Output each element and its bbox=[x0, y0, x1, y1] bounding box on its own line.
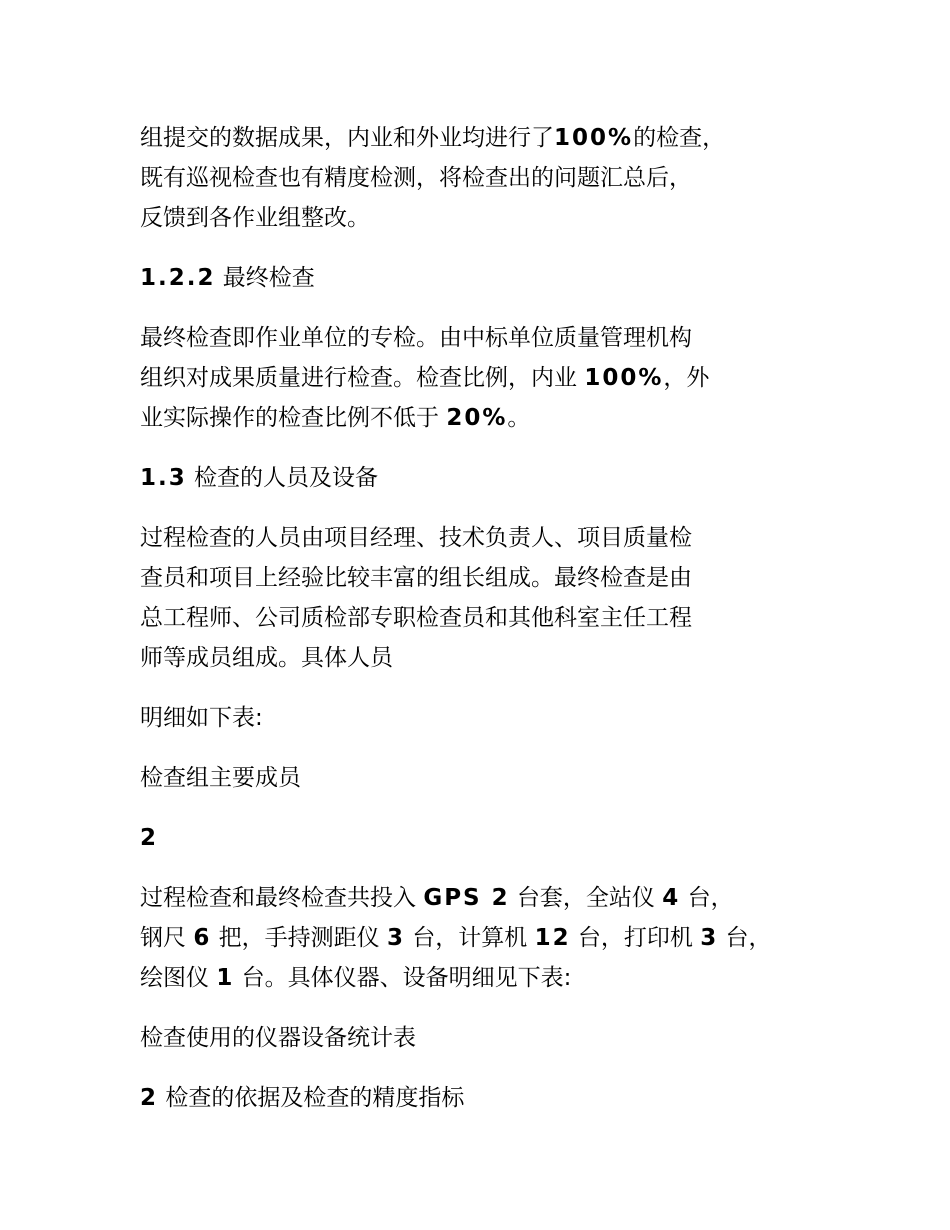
text-line: 既有巡视检查也有精度检测，将检查出的问题汇总后， bbox=[140, 165, 692, 191]
text-line: 反馈到各作业组整改。 bbox=[140, 205, 370, 231]
document-page bbox=[140, 118, 840, 1118]
text-line: 业实际操作的检查比例不低于 20%。 bbox=[140, 405, 531, 431]
heading-inspection-basis: 2 检查的依据及检查的精度指标 bbox=[140, 1085, 465, 1111]
paragraph-equipment-table-title: 检查使用的仪器设备统计表 bbox=[140, 1025, 416, 1051]
heading-final-inspection: 1.2.2 最终检查 bbox=[140, 265, 315, 291]
text-line: 组提交的数据成果，内业和外业均进行了100%的检查， bbox=[140, 125, 726, 151]
paragraph-check-results bbox=[140, 118, 840, 238]
paragraph-final-inspection bbox=[140, 318, 840, 438]
text-line: 钢尺 6 把，手持测距仪 3 台，计算机 12 台，打印机 3 台， bbox=[140, 925, 772, 951]
text-line: 师等成员组成。具体人员 bbox=[140, 645, 393, 671]
text-line: 绘图仪 1 台。具体仪器、设备明细见下表: bbox=[140, 965, 572, 991]
heading-personnel-equipment: 1.3 检查的人员及设备 bbox=[140, 465, 379, 491]
paragraph-personnel bbox=[140, 518, 840, 678]
paragraph-team-members: 检查组主要成员 bbox=[140, 765, 301, 791]
text-line: 查员和项目上经验比较丰富的组长组成。最终检查是由 bbox=[140, 565, 692, 591]
text-line: 最终检查即作业单位的专检。由中标单位质量管理机构 bbox=[140, 325, 692, 351]
text-line: 过程检查和最终检查共投入 GPS 2 台套，全站仪 4 台， bbox=[140, 885, 734, 911]
text-line: 过程检查的人员由项目经理、技术负责人、项目质量检 bbox=[140, 525, 692, 551]
paragraph-number: 2 bbox=[140, 825, 159, 851]
text-line: 总工程师、公司质检部专职检查员和其他科室主任工程 bbox=[140, 605, 692, 631]
paragraph-equipment bbox=[140, 878, 840, 998]
paragraph-details-below: 明细如下表: bbox=[140, 705, 263, 731]
text-line: 组织对成果质量进行检查。检查比例，内业 100%，外 bbox=[140, 365, 710, 391]
